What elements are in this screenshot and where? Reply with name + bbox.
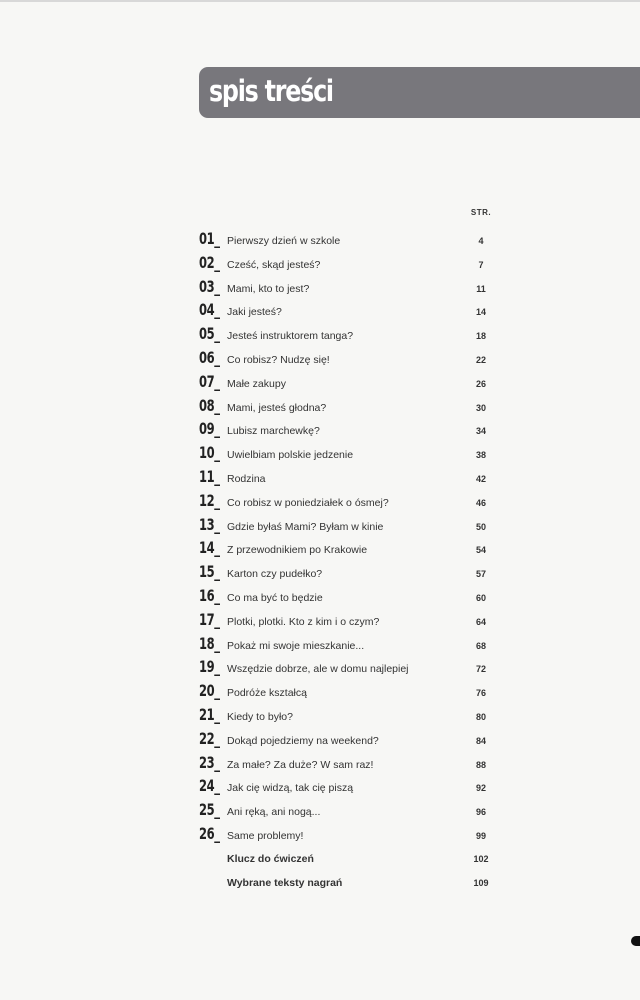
chapter-title: Dokąd pojedziemy na weekend? [227, 734, 379, 747]
toc-entry[interactable] [199, 230, 499, 250]
chapter-page: 34 [475, 426, 486, 437]
chapter-number: 20 _ [199, 681, 220, 700]
toc-entry[interactable] [199, 658, 499, 678]
chapter-number: 23 _ [199, 753, 220, 772]
chapter-title: Pierwszy dzień w szkole [227, 235, 341, 247]
chapter-number: 24 _ [199, 776, 220, 795]
toc-entry[interactable] [199, 254, 499, 274]
toc-entry[interactable] [199, 397, 499, 417]
chapter-number: 08 _ [199, 396, 220, 415]
chapter-title: Małe zakupy [227, 377, 286, 390]
chapter-page: 4 [478, 236, 484, 246]
chapter-page: 7 [478, 259, 484, 270]
chapter-title: Karton czy pudełko? [227, 568, 323, 581]
chapter-title: Co robisz w poniedziałek o ósmej? [227, 496, 389, 509]
chapter-number: 05 _ [199, 324, 220, 343]
chapter-title: Mami, jesteś głodna? [227, 401, 327, 414]
chapter-number: 13 _ [199, 515, 220, 534]
page-marker [631, 936, 640, 946]
toc-extra-entry[interactable] [199, 872, 499, 892]
toc-entry[interactable] [199, 301, 499, 321]
chapter-page: 38 [475, 450, 486, 461]
chapter-number: 03 _ [199, 277, 220, 296]
chapter-page: 26 [475, 378, 486, 389]
chapter-title: Lubisz marchewkę? [227, 425, 320, 438]
chapter-title: Plotki, plotki. Kto z kim i o czym? [227, 615, 380, 628]
chapter-page: 42 [475, 474, 486, 484]
chapter-page: 84 [475, 735, 486, 746]
chapter-number: 07 _ [199, 372, 220, 391]
toc-entry[interactable] [199, 325, 499, 345]
chapter-title: Kiedy to było? [227, 711, 293, 723]
toc-entry[interactable] [199, 349, 499, 369]
extra-title: Wybrane teksty nagrań [227, 877, 343, 889]
chapter-page: 14 [475, 307, 486, 318]
chapter-title: Z przewodnikiem po Krakowie [227, 544, 368, 557]
chapter-page: 18 [475, 331, 486, 342]
chapter-number: 04 _ [199, 300, 220, 319]
chapter-page: 50 [475, 521, 486, 532]
toc-entry[interactable] [199, 706, 499, 726]
toc-entry[interactable] [199, 420, 499, 440]
chapter-page: 46 [475, 497, 486, 508]
chapter-page: 64 [475, 616, 486, 627]
page-column-label: STR. [470, 208, 492, 217]
chapter-number: 12 _ [199, 491, 220, 510]
toc-entry[interactable] [199, 825, 499, 845]
chapter-title: Za małe? Za duże? W sam raz! [227, 758, 374, 771]
chapter-page: 88 [475, 759, 486, 770]
chapter-number: 18 _ [199, 634, 220, 653]
toc-entry[interactable] [199, 777, 499, 797]
toc-entry[interactable] [199, 563, 499, 583]
chapter-page: 68 [475, 640, 486, 651]
toc-entry[interactable] [199, 516, 499, 536]
header-bar [199, 67, 640, 118]
chapter-title: Pokaż mi swoje mieszkanie... [227, 639, 365, 652]
chapter-number: 21 _ [199, 705, 220, 724]
chapter-title: Uwielbiam polskie jedzenie [227, 449, 354, 462]
chapter-page: 11 [476, 283, 486, 294]
toc-entry[interactable] [199, 468, 499, 488]
chapter-page: 30 [475, 402, 486, 413]
chapter-number: 15 _ [199, 562, 220, 581]
extra-page: 109 [473, 878, 489, 888]
chapter-page: 99 [475, 831, 486, 841]
chapter-title: Podróże kształcą [227, 687, 307, 700]
chapter-number: 10 _ [199, 443, 220, 462]
chapter-title: Co robisz? Nudzę się! [227, 354, 330, 366]
chapter-number: 17 _ [199, 610, 220, 629]
chapter-page: 57 [475, 569, 486, 580]
toc-entry[interactable] [199, 801, 499, 821]
chapter-title: Co ma być to będzie [227, 592, 323, 604]
chapter-page: 96 [475, 807, 486, 818]
chapter-number: 16 _ [199, 586, 220, 605]
chapter-title: Mami, kto to jest? [227, 282, 310, 295]
toc-entry[interactable] [199, 444, 499, 464]
chapter-page: 72 [475, 664, 486, 675]
chapter-number: 26 _ [199, 824, 220, 843]
chapter-number: 06 _ [199, 348, 220, 367]
chapter-number: 14 _ [199, 538, 220, 557]
chapter-number: 25 _ [199, 800, 220, 819]
toc-entry[interactable] [199, 539, 499, 559]
chapter-title: Rodzina [227, 473, 266, 485]
page-edge [0, 0, 640, 2]
toc-entry[interactable] [199, 278, 499, 298]
chapter-page: 92 [475, 783, 486, 794]
chapter-title: Jaki jesteś? [227, 306, 282, 319]
chapter-title: Wszędzie dobrze, ale w domu najlepiej [227, 663, 409, 676]
chapter-page: 60 [475, 593, 486, 603]
toc-entry[interactable] [199, 635, 499, 655]
chapter-number: 22 _ [199, 729, 220, 748]
chapter-page: 22 [475, 355, 486, 365]
chapter-title: Ani ręką, ani nogą... [227, 806, 321, 819]
chapter-number: 09 _ [199, 419, 220, 438]
chapter-number: 11 _ [199, 467, 220, 486]
chapter-title: Gdzie byłaś Mami? Byłam w kinie [227, 520, 384, 533]
chapter-number: 01 _ [199, 229, 220, 248]
chapter-number: 02 _ [199, 253, 220, 272]
toc-entry[interactable] [199, 682, 499, 702]
chapter-title: Cześć, skąd jesteś? [227, 258, 321, 271]
chapter-title: Same problemy! [227, 830, 304, 842]
toc-entry[interactable] [199, 611, 499, 631]
chapter-page: 80 [475, 712, 486, 722]
chapter-page: 76 [475, 688, 486, 699]
chapter-title: Jesteś instruktorem tanga? [227, 330, 354, 343]
extra-title: Klucz do ćwiczeń [227, 853, 314, 865]
toc-entry[interactable] [199, 730, 499, 750]
page-title: spis treści [209, 74, 333, 108]
toc-entry[interactable] [199, 754, 499, 774]
extra-page: 102 [473, 854, 489, 864]
chapter-page: 54 [475, 545, 486, 556]
toc-entry[interactable] [199, 587, 499, 607]
chapter-number: 19 _ [199, 657, 220, 676]
toc-entry[interactable] [199, 492, 499, 512]
chapter-title: Jak cię widzą, tak cię piszą [227, 782, 354, 795]
toc-extra-entry[interactable] [199, 848, 499, 868]
toc-entry[interactable] [199, 373, 499, 393]
